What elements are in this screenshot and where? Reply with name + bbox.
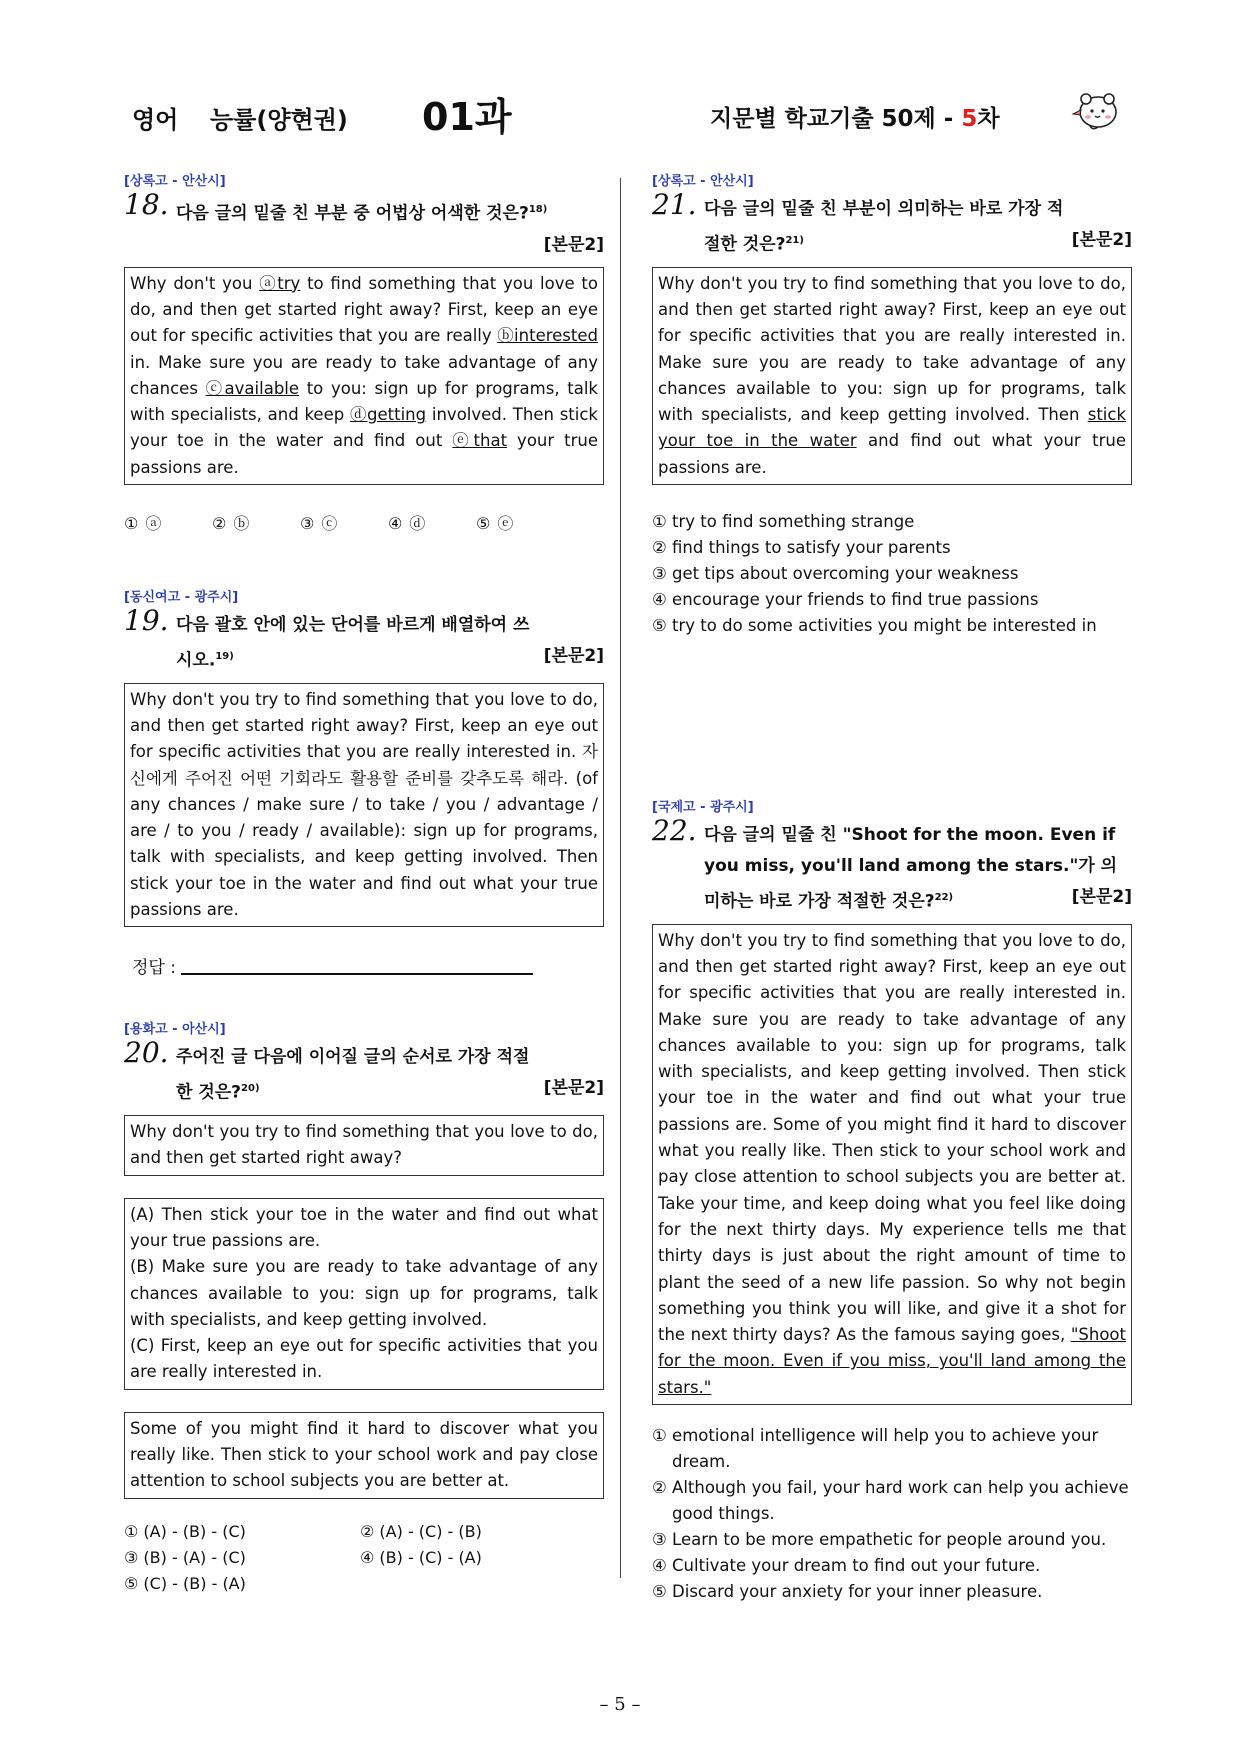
question-source: [상록고 - 안산시] bbox=[652, 174, 754, 189]
option-3[interactable]: ③ ⓒ bbox=[300, 514, 338, 534]
option-1[interactable]: ① (A) - (B) - (C) bbox=[124, 1521, 246, 1541]
answer-options bbox=[652, 1423, 1132, 1605]
option-4[interactable]: ④ Cultivate your dream to find out your future. bbox=[652, 1556, 1041, 1575]
prompt-text: 주어진 글 다음에 이어질 글의 순서로 가장 적절한 것은? bbox=[176, 1047, 530, 1104]
lesson-label: 01과 bbox=[422, 95, 512, 139]
footnote-ref: 20) bbox=[241, 1083, 260, 1095]
left-column bbox=[124, 174, 604, 1597]
question-20 bbox=[124, 1022, 604, 1596]
series-suffix: 차 bbox=[977, 106, 1000, 132]
question-source: [국제고 - 광주시] bbox=[652, 800, 754, 815]
question-source: [동신여고 - 광주시] bbox=[124, 590, 239, 606]
question-18 bbox=[124, 174, 604, 534]
bear-mascot-icon bbox=[1070, 88, 1120, 134]
option-2[interactable]: ② Although you fail, your hard work can help you achieve good things. bbox=[652, 1478, 1129, 1523]
series-title bbox=[710, 100, 1000, 133]
question-header bbox=[124, 1036, 604, 1109]
footnote-ref: 21) bbox=[785, 235, 804, 246]
part-c: (C) First, keep an eye out for specific activities that you are really interested in. bbox=[130, 1336, 598, 1382]
question-21 bbox=[652, 174, 1132, 639]
option-3[interactable]: ③ get tips about overcoming your weakness bbox=[652, 564, 1019, 584]
prompt-text: 다음 괄호 안에 있는 단어를 바르게 배열하여 쓰시오. bbox=[176, 615, 530, 671]
underlined-a: ⓐtry bbox=[259, 273, 301, 293]
underlined-quote: "Shoot for the moon. Even if you miss, you'll land among the stars." bbox=[658, 1325, 1126, 1397]
option-2[interactable]: ② find things to satisfy your parents bbox=[652, 538, 951, 558]
answer-blank[interactable] bbox=[181, 973, 533, 975]
question-prompt bbox=[176, 194, 604, 261]
option-3[interactable]: ③ (B) - (A) - (C) bbox=[124, 1547, 246, 1567]
footnote-ref: 22) bbox=[934, 892, 954, 903]
option-1[interactable]: ① ⓐ bbox=[124, 514, 162, 534]
following-passage-box: Some of you might find it hard to discover what you really like. Then stick to your school work and pay close attention to school subjects you are better at. bbox=[124, 1412, 604, 1499]
passage-tag: [본문2] bbox=[543, 1078, 604, 1099]
answer-options bbox=[124, 1519, 604, 1597]
page-number: – 5 – bbox=[599, 1694, 641, 1715]
part-b: (B) Make sure you are ready to take advantage of any chances available to you: sign up for programs, talk with specialists, and keep getting involved. bbox=[130, 1257, 598, 1329]
question-source: [상록고 - 안산시] bbox=[124, 174, 226, 189]
passage-box: Why don't you try to find something that you love to do, and then get started right away? First, keep an eye out for specific activities that you are really interested in. 자신에게 주어진 어떤 기회라도 활용할 준비를 갖추도록 해라. (of any chances / make sure / to take / you / advantage / are / to you / ready / available): sign up for programs, talk with specialists, and keep getting involved. Then stick your toe in the water and find out what your true passions are. bbox=[124, 683, 604, 928]
part-a: (A) Then stick your toe in the water and find out what your true passions are. bbox=[130, 1204, 598, 1250]
option-4[interactable]: ④ ⓓ bbox=[388, 514, 426, 534]
passage-box: Why don't you ⓐtry to find something that you love to do, and then get started right away? First, keep an eye out for specific activities that you are really ⓑinterested in. Make sure you are ready to take advantage of any chances ⓒavailable to you: sign up for programs, talk with specialists, and keep ⓓgetting involved. Then stick your toe in the water and find out ⓔthat your true passions are. bbox=[124, 267, 604, 485]
option-1[interactable]: ① emotional intelligence will help you to achieve your dream. bbox=[652, 1426, 1099, 1471]
subject-label: 영어 bbox=[132, 106, 179, 134]
option-5[interactable]: ⑤ Discard your anxiety for your inner pleasure. bbox=[652, 1582, 1043, 1601]
question-header bbox=[652, 814, 1132, 918]
passage-tag: [본문2] bbox=[1071, 230, 1132, 250]
question-header bbox=[652, 188, 1132, 261]
option-2[interactable]: ② (A) - (C) - (B) bbox=[360, 1521, 482, 1541]
footnote-ref: 18) bbox=[528, 204, 548, 215]
option-5[interactable]: ⑤ ⓔ bbox=[476, 514, 514, 534]
page-header bbox=[0, 86, 1240, 146]
answer-options bbox=[124, 511, 604, 534]
option-2[interactable]: ② ⓑ bbox=[212, 514, 250, 534]
answer-options bbox=[652, 509, 1132, 639]
question-19 bbox=[124, 590, 604, 978]
underlined-b: ⓑinterested bbox=[497, 326, 598, 346]
question-source: [용화고 - 아산시] bbox=[124, 1022, 226, 1038]
passage-tag: [본문2] bbox=[543, 646, 604, 667]
publisher-label: 능률(양현권) bbox=[210, 106, 348, 134]
question-number: 20. bbox=[124, 1036, 169, 1070]
answer-line bbox=[132, 953, 604, 978]
question-22 bbox=[652, 800, 1132, 1605]
question-header bbox=[124, 188, 604, 261]
prompt-text-end: 가 의미하는 바로 가장 적절한 것은? bbox=[704, 856, 1118, 912]
prompt-quote: "Shoot for the moon. Even if you miss, you'll land among the stars." bbox=[704, 825, 1116, 876]
question-prompt bbox=[176, 1042, 604, 1109]
prompt-text: 다음 글의 밑줄 친 부분 중 어법상 어색한 것은? bbox=[176, 203, 529, 224]
underlined-e: ⓔthat bbox=[452, 431, 508, 451]
column-divider bbox=[620, 178, 621, 1578]
ordering-box bbox=[124, 1198, 604, 1390]
underlined-phrase: stick your toe in the water bbox=[658, 405, 1126, 451]
series-prefix: 지문별 학교기출 50제 - bbox=[710, 106, 962, 132]
option-5[interactable]: ⑤ try to do some activities you might be interested in bbox=[652, 616, 1097, 636]
question-prompt bbox=[176, 610, 604, 677]
underlined-c: ⓒavailable bbox=[205, 378, 300, 398]
question-number: 19. bbox=[124, 604, 169, 638]
prompt-text: 다음 글의 밑줄 친 부분이 의미하는 바로 가장 적절한 것은? bbox=[704, 199, 1064, 255]
passage-tag: [본문2] bbox=[1071, 887, 1132, 907]
passage-box: Why don't you try to find something that you love to do, and then get started right away? First, keep an eye out for specific activities that you are really interested in. Make sure you are ready to take advantage of any chances available to you: sign up for programs, talk with specialists, and keep getting involved. Then stick your toe in the water and find out what your true passions are. bbox=[652, 267, 1132, 485]
right-column bbox=[652, 174, 1132, 1601]
option-1[interactable]: ① try to find something strange bbox=[652, 512, 915, 532]
question-number: 21. bbox=[652, 188, 697, 221]
answer-label: 정답 : bbox=[132, 958, 176, 979]
prompt-text: 다음 글의 밑줄 친 bbox=[704, 825, 843, 845]
question-prompt bbox=[704, 194, 1132, 261]
option-4[interactable]: ④ encourage your friends to find true passions bbox=[652, 590, 1039, 610]
question-number: 22. bbox=[652, 814, 697, 847]
given-passage-box: Why don't you try to find something that you love to do, and then get started right away? bbox=[124, 1115, 604, 1176]
question-header bbox=[124, 604, 604, 677]
option-5[interactable]: ⑤ (C) - (B) - (A) bbox=[124, 1573, 246, 1593]
underlined-d: ⓓgetting bbox=[349, 405, 427, 425]
option-4[interactable]: ④ (B) - (C) - (A) bbox=[360, 1547, 482, 1567]
footnote-ref: 19) bbox=[215, 651, 234, 663]
question-number: 18. bbox=[124, 188, 169, 221]
question-prompt bbox=[704, 820, 1132, 918]
passage-box: Why don't you try to find something that you love to do, and then get started right away? First, keep an eye out for specific activities that you are really interested in. Make sure you are ready to take advantage of any chances available to you: sign up for programs, talk with specialists, and keep getting involved. Then stick your toe in the water and find out what your true passions are. Some of you might find it hard to discover what you really like. Then stick to your school work and pay close attention to school subjects you are better at. Take your time, and keep doing what you feel like doing for the next thirty days. My experience tells me that thirty days is just about the right amount of time to plant the seed of a new life passion. So why not begin something you think you will like, and give it a shot for the next thirty days? As the famous saying goes, "Shoot for the moon. Even if you miss, you'll land among the stars." bbox=[652, 924, 1132, 1405]
option-3[interactable]: ③ Learn to be more empathetic for people around you. bbox=[652, 1530, 1107, 1549]
passage-tag: [본문2] bbox=[543, 234, 604, 255]
series-round: 5 bbox=[961, 106, 978, 132]
